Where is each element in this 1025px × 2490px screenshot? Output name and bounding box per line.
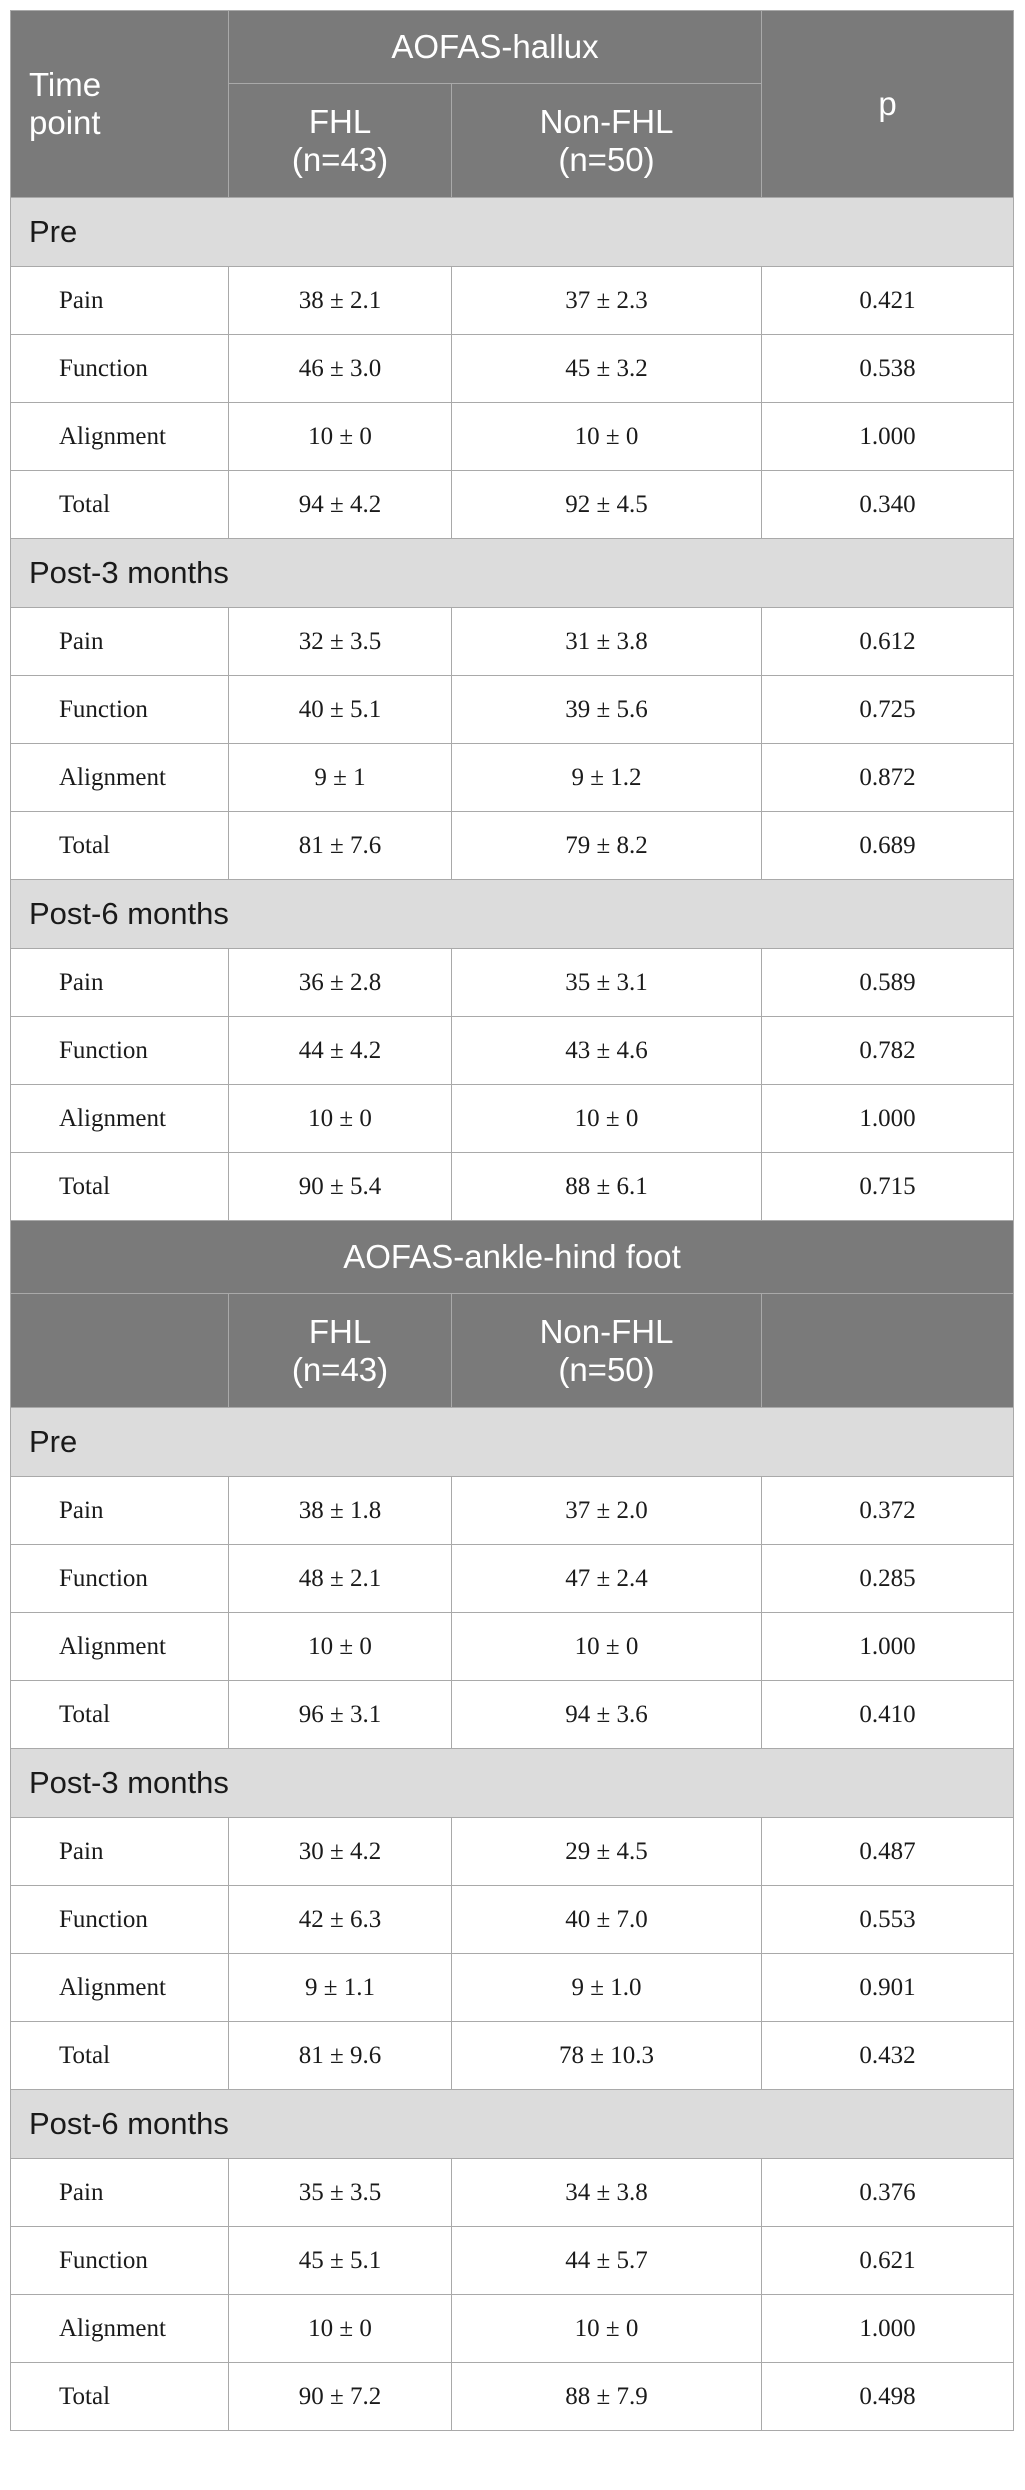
nonfhl-value: 40 ± 7.0 [452,1886,762,1954]
nonfhl-value: 9 ± 1.0 [452,1954,762,2022]
p-value: 0.432 [762,2022,1014,2090]
fhl-value: 32 ± 3.5 [229,608,452,676]
table-row [11,1477,1014,1545]
row-label: Function [11,676,229,744]
p-value: 1.000 [762,1085,1014,1153]
fhl-value: 44 ± 4.2 [229,1017,452,1085]
nonfhl-value: 9 ± 1.2 [452,744,762,812]
ankle-fhl-column-header [229,1294,452,1408]
row-label: Function [11,335,229,403]
p-value: 0.340 [762,471,1014,539]
table-row [11,2227,1014,2295]
nonfhl-value: 79 ± 8.2 [452,812,762,880]
p-value: 0.410 [762,1681,1014,1749]
nonfhl-value: 10 ± 0 [452,403,762,471]
table-row [11,1681,1014,1749]
p-value: 0.498 [762,2363,1014,2431]
table-row [11,1954,1014,2022]
p-value-header: p [762,11,1014,198]
row-label: Function [11,1886,229,1954]
section-label: Pre [11,1408,1014,1477]
table-row [11,949,1014,1017]
row-label: Total [11,812,229,880]
row-label: Pain [11,1477,229,1545]
table-row [11,1017,1014,1085]
p-value: 0.872 [762,744,1014,812]
fhl-value: 45 ± 5.1 [229,2227,452,2295]
row-label: Pain [11,2159,229,2227]
p-value: 1.000 [762,403,1014,471]
nonfhl-value: 78 ± 10.3 [452,2022,762,2090]
ankle-blank-header-right [762,1294,1014,1408]
row-label: Function [11,1545,229,1613]
p-value: 1.000 [762,2295,1014,2363]
aofas-results-table [10,10,1014,2431]
nonfhl-value: 10 ± 0 [452,1085,762,1153]
time-point-header [11,11,229,198]
row-label: Alignment [11,1954,229,2022]
nonfhl-value: 29 ± 4.5 [452,1818,762,1886]
nonfhl-value: 10 ± 0 [452,1613,762,1681]
nonfhl-column-header [452,84,762,198]
row-label: Function [11,1017,229,1085]
p-value: 0.538 [762,335,1014,403]
fhl-value: 10 ± 0 [229,1613,452,1681]
fhl-value: 40 ± 5.1 [229,676,452,744]
p-value: 0.553 [762,1886,1014,1954]
p-value: 0.589 [762,949,1014,1017]
table-row [11,2363,1014,2431]
p-value: 0.612 [762,608,1014,676]
table-row [11,676,1014,744]
nonfhl-value: 10 ± 0 [452,2295,762,2363]
nonfhl-value: 37 ± 2.3 [452,267,762,335]
nonfhl-value: 88 ± 6.1 [452,1153,762,1221]
fhl-value: 42 ± 6.3 [229,1886,452,1954]
p-value: 0.376 [762,2159,1014,2227]
nonfhl-value: 37 ± 2.0 [452,1477,762,1545]
p-value: 0.621 [762,2227,1014,2295]
fhl-value: 96 ± 3.1 [229,1681,452,1749]
table-row [11,335,1014,403]
ankle-nonfhl-column-label: Non-FHL [539,1312,674,1350]
ankle-header-row-2 [11,1294,1014,1408]
table-row [11,1545,1014,1613]
fhl-value: 48 ± 2.1 [229,1545,452,1613]
fhl-value: 10 ± 0 [229,1085,452,1153]
nonfhl-column-label: Non-FHL [539,102,674,140]
fhl-value: 81 ± 7.6 [229,812,452,880]
fhl-column-n: (n=43) [291,140,389,178]
table-row [11,267,1014,335]
nonfhl-value: 34 ± 3.8 [452,2159,762,2227]
results-table-container [10,10,1013,2431]
section-row [11,1749,1014,1818]
p-value: 0.285 [762,1545,1014,1613]
p-value: 0.725 [762,676,1014,744]
fhl-value: 38 ± 1.8 [229,1477,452,1545]
row-label: Total [11,471,229,539]
header-row-1 [11,11,1014,84]
table-row [11,2022,1014,2090]
p-value: 0.782 [762,1017,1014,1085]
ankle-nonfhl-column-n: (n=50) [558,1350,655,1388]
row-label: Alignment [11,1613,229,1681]
nonfhl-column-n: (n=50) [558,140,655,178]
fhl-value: 10 ± 0 [229,403,452,471]
p-value: 0.901 [762,1954,1014,2022]
nonfhl-value: 39 ± 5.6 [452,676,762,744]
row-label: Alignment [11,403,229,471]
section-label: Post-3 months [11,1749,1014,1818]
time-point-header-label: Time point [29,66,102,141]
row-label: Pain [11,1818,229,1886]
fhl-value: 46 ± 3.0 [229,335,452,403]
row-label: Total [11,2363,229,2431]
row-label: Pain [11,267,229,335]
hallux-group-header: AOFAS-hallux [229,11,762,84]
fhl-value: 10 ± 0 [229,2295,452,2363]
section-row [11,2090,1014,2159]
table-row [11,1153,1014,1221]
section-label: Pre [11,198,1014,267]
nonfhl-value: 44 ± 5.7 [452,2227,762,2295]
table-row [11,1085,1014,1153]
section-row [11,1408,1014,1477]
nonfhl-value: 88 ± 7.9 [452,2363,762,2431]
row-label: Pain [11,949,229,1017]
table-row [11,1818,1014,1886]
fhl-column-label: FHL [308,102,372,140]
ankle-blank-header-left [11,1294,229,1408]
table-row [11,1886,1014,1954]
table-row [11,2159,1014,2227]
table-row [11,744,1014,812]
section-label: Post-3 months [11,539,1014,608]
ankle-nonfhl-column-header [452,1294,762,1408]
fhl-value: 30 ± 4.2 [229,1818,452,1886]
fhl-value: 36 ± 2.8 [229,949,452,1017]
table-header [11,11,1014,198]
fhl-value: 9 ± 1 [229,744,452,812]
p-value: 0.715 [762,1153,1014,1221]
section-label: Post-6 months [11,880,1014,949]
table-row [11,812,1014,880]
row-label: Total [11,2022,229,2090]
p-value: 0.487 [762,1818,1014,1886]
p-value: 0.372 [762,1477,1014,1545]
section-row [11,539,1014,608]
nonfhl-value: 45 ± 3.2 [452,335,762,403]
row-label: Total [11,1681,229,1749]
row-label: Alignment [11,744,229,812]
ankle-fhl-column-n: (n=43) [291,1350,389,1388]
ankle-header-body [11,1221,1014,1408]
row-label: Alignment [11,2295,229,2363]
section-label: Post-6 months [11,2090,1014,2159]
section-row [11,198,1014,267]
ankle-group-header: AOFAS-ankle-hind foot [11,1221,1014,1294]
hallux-table-body [11,198,1014,1221]
nonfhl-value: 35 ± 3.1 [452,949,762,1017]
fhl-value: 9 ± 1.1 [229,1954,452,2022]
nonfhl-value: 94 ± 3.6 [452,1681,762,1749]
row-label: Alignment [11,1085,229,1153]
fhl-value: 81 ± 9.6 [229,2022,452,2090]
p-value: 1.000 [762,1613,1014,1681]
table-row [11,403,1014,471]
fhl-value: 35 ± 3.5 [229,2159,452,2227]
fhl-value: 38 ± 2.1 [229,267,452,335]
p-value: 0.689 [762,812,1014,880]
nonfhl-value: 47 ± 2.4 [452,1545,762,1613]
fhl-value: 90 ± 5.4 [229,1153,452,1221]
fhl-value: 94 ± 4.2 [229,471,452,539]
ankle-fhl-column-label: FHL [308,1312,372,1350]
table-row [11,1613,1014,1681]
nonfhl-value: 31 ± 3.8 [452,608,762,676]
nonfhl-value: 43 ± 4.6 [452,1017,762,1085]
ankle-header-row-1 [11,1221,1014,1294]
fhl-value: 90 ± 7.2 [229,2363,452,2431]
row-label: Function [11,2227,229,2295]
nonfhl-value: 92 ± 4.5 [452,471,762,539]
p-value: 0.421 [762,267,1014,335]
table-row [11,471,1014,539]
section-row [11,880,1014,949]
ankle-table-body [11,1408,1014,2431]
row-label: Pain [11,608,229,676]
fhl-column-header [229,84,452,198]
table-row [11,2295,1014,2363]
table-row [11,608,1014,676]
row-label: Total [11,1153,229,1221]
